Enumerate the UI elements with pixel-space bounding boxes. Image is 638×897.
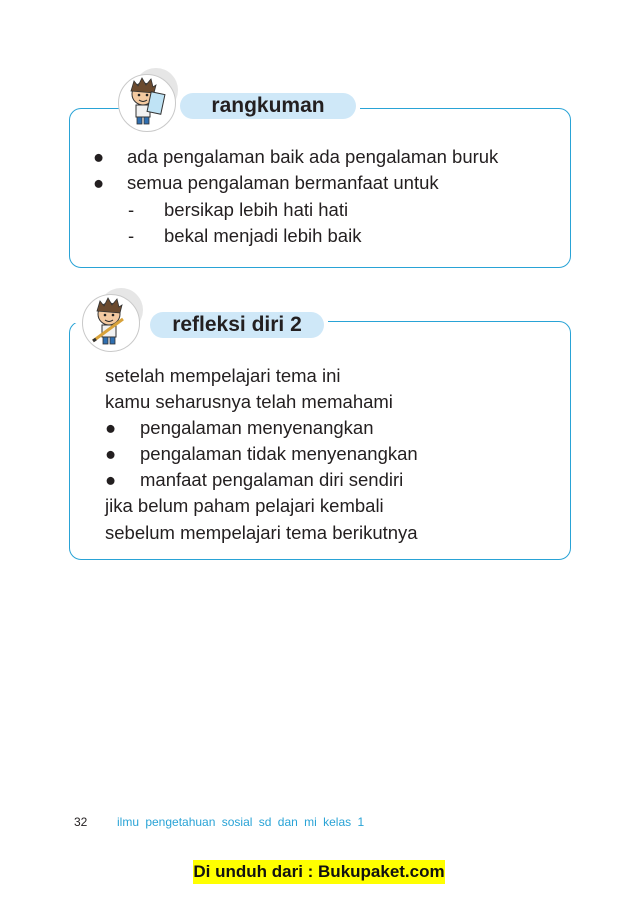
bullet-icon: ● xyxy=(93,146,105,167)
rangkuman-title: rangkuman xyxy=(180,93,356,119)
rangkuman-sub-item-1: bersikap lebih hati hati xyxy=(164,199,349,220)
page-number: 32 xyxy=(74,815,88,829)
refleksi-bullet-2: pengalaman tidak menyenangkan xyxy=(140,443,418,464)
dash-marker: - xyxy=(128,225,135,246)
refleksi-bullet-3: manfaat pengalaman diri sendiri xyxy=(140,469,404,490)
refleksi-title: refleksi diri 2 xyxy=(150,312,324,338)
refleksi-intro-2: kamu seharusnya telah memahami xyxy=(105,391,393,412)
student-writing-icon xyxy=(82,294,140,352)
refleksi-intro-1: setelah mempelajari tema ini xyxy=(105,365,341,386)
bullet-icon: ● xyxy=(93,172,105,193)
refleksi-bullet-1: pengalaman menyenangkan xyxy=(140,417,374,438)
refleksi-outro-2: sebelum mempelajari tema berikutnya xyxy=(105,522,418,543)
student-reading-icon xyxy=(118,74,176,132)
source-banner: Di unduh dari : Bukupaket.com xyxy=(193,860,445,884)
rangkuman-bullet-1: ada pengalaman baik ada pengalaman buruk xyxy=(127,146,499,167)
rangkuman-sub-item-2: bekal menjadi lebih baik xyxy=(164,225,362,246)
refleksi-outro-1: jika belum paham pelajari kembali xyxy=(105,495,384,516)
bullet-icon: ● xyxy=(105,443,117,464)
dash-marker: - xyxy=(128,199,135,220)
rangkuman-bullet-2: semua pengalaman bermanfaat untuk xyxy=(127,172,439,193)
book-title: ilmu pengetahuan sosial sd dan mi kelas 1 xyxy=(117,815,365,829)
bullet-icon: ● xyxy=(105,469,117,490)
bullet-icon: ● xyxy=(105,417,117,438)
